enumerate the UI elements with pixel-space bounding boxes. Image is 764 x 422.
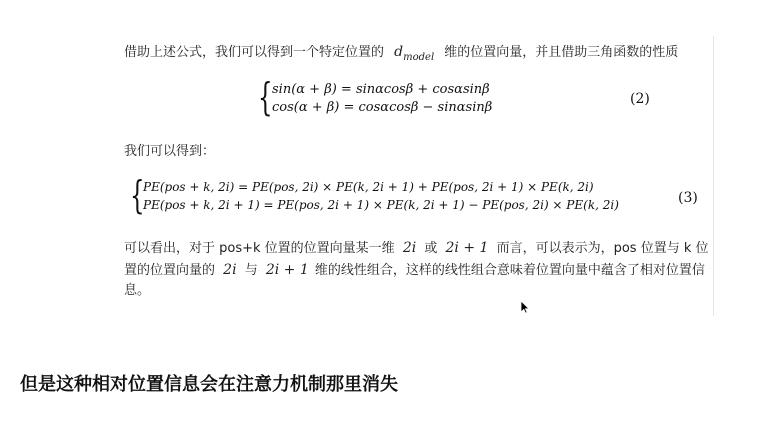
lead-paragraph: 我们可以得到： [124, 144, 216, 159]
conclusion-l1-text-b: 或 [424, 241, 438, 256]
conclusion-l2-math-2i: 2i [223, 262, 237, 278]
conclusion-line-2 [124, 260, 705, 281]
d-model-subscript: model [403, 51, 435, 63]
equation-3-line-1: PE(pos + k, 2i) = PE(pos, 2i) × PE(k, 2i + 1) + PE(pos, 2i + 1) × PE(k, 2i) [143, 180, 594, 194]
intro-text-before: 借助上述公式，我们可以得到一个特定位置的 [124, 45, 385, 60]
conclusion-line-3: 息。 [124, 283, 151, 298]
conclusion-l2-math-2i-plus-1: 2i + 1 [265, 262, 309, 278]
bottom-caption: 但是这种相对位置信息会在注意力机制那里消失 [20, 374, 398, 395]
conclusion-l2-text-b: 与 [244, 263, 258, 278]
equation-2-brace: { [258, 75, 273, 119]
conclusion-l1-text-c: 而言，可以表示为，pos 位置与 k 位 [496, 241, 709, 256]
d-model-symbol [394, 44, 435, 63]
equation-2-number: (2) [630, 91, 650, 107]
equation-3 [130, 173, 670, 220]
intro-paragraph [124, 42, 678, 68]
equation-2-line-1: sin(α + β) = sinαcosβ + cosαsinβ [272, 82, 490, 97]
equation-2-line-2: cos(α + β) = cosαcosβ − sinαsinβ [272, 100, 493, 115]
document-body [124, 36, 712, 316]
conclusion-l2-text-a: 置的位置向量的 [124, 263, 216, 278]
equation-3-line-2: PE(pos + k, 2i + 1) = PE(pos, 2i + 1) × PE(k, 2i + 1) − PE(pos, 2i) × PE(k, 2i) [143, 198, 619, 212]
conclusion-l1-math-2i-plus-1: 2i + 1 [445, 240, 489, 256]
mouse-pointer-icon [520, 300, 530, 314]
equation-3-brace: { [130, 173, 145, 217]
document-right-border [713, 36, 714, 316]
d-model-base: d [394, 44, 404, 60]
equation-3-number: (3) [678, 190, 698, 206]
conclusion-l1-text-a: 可以看出，对于 pos+k 位置的位置向量某一维 [124, 241, 395, 256]
conclusion-l2-text-c: 维的线性组合，这样的线性组合意味着位置向量中蕴含了相对位置信 [314, 263, 705, 278]
conclusion-l1-math-2i: 2i [402, 240, 417, 256]
intro-text-after: 维的位置向量，并且借助三角函数的性质 [444, 45, 679, 60]
conclusion-line-1 [124, 238, 708, 259]
